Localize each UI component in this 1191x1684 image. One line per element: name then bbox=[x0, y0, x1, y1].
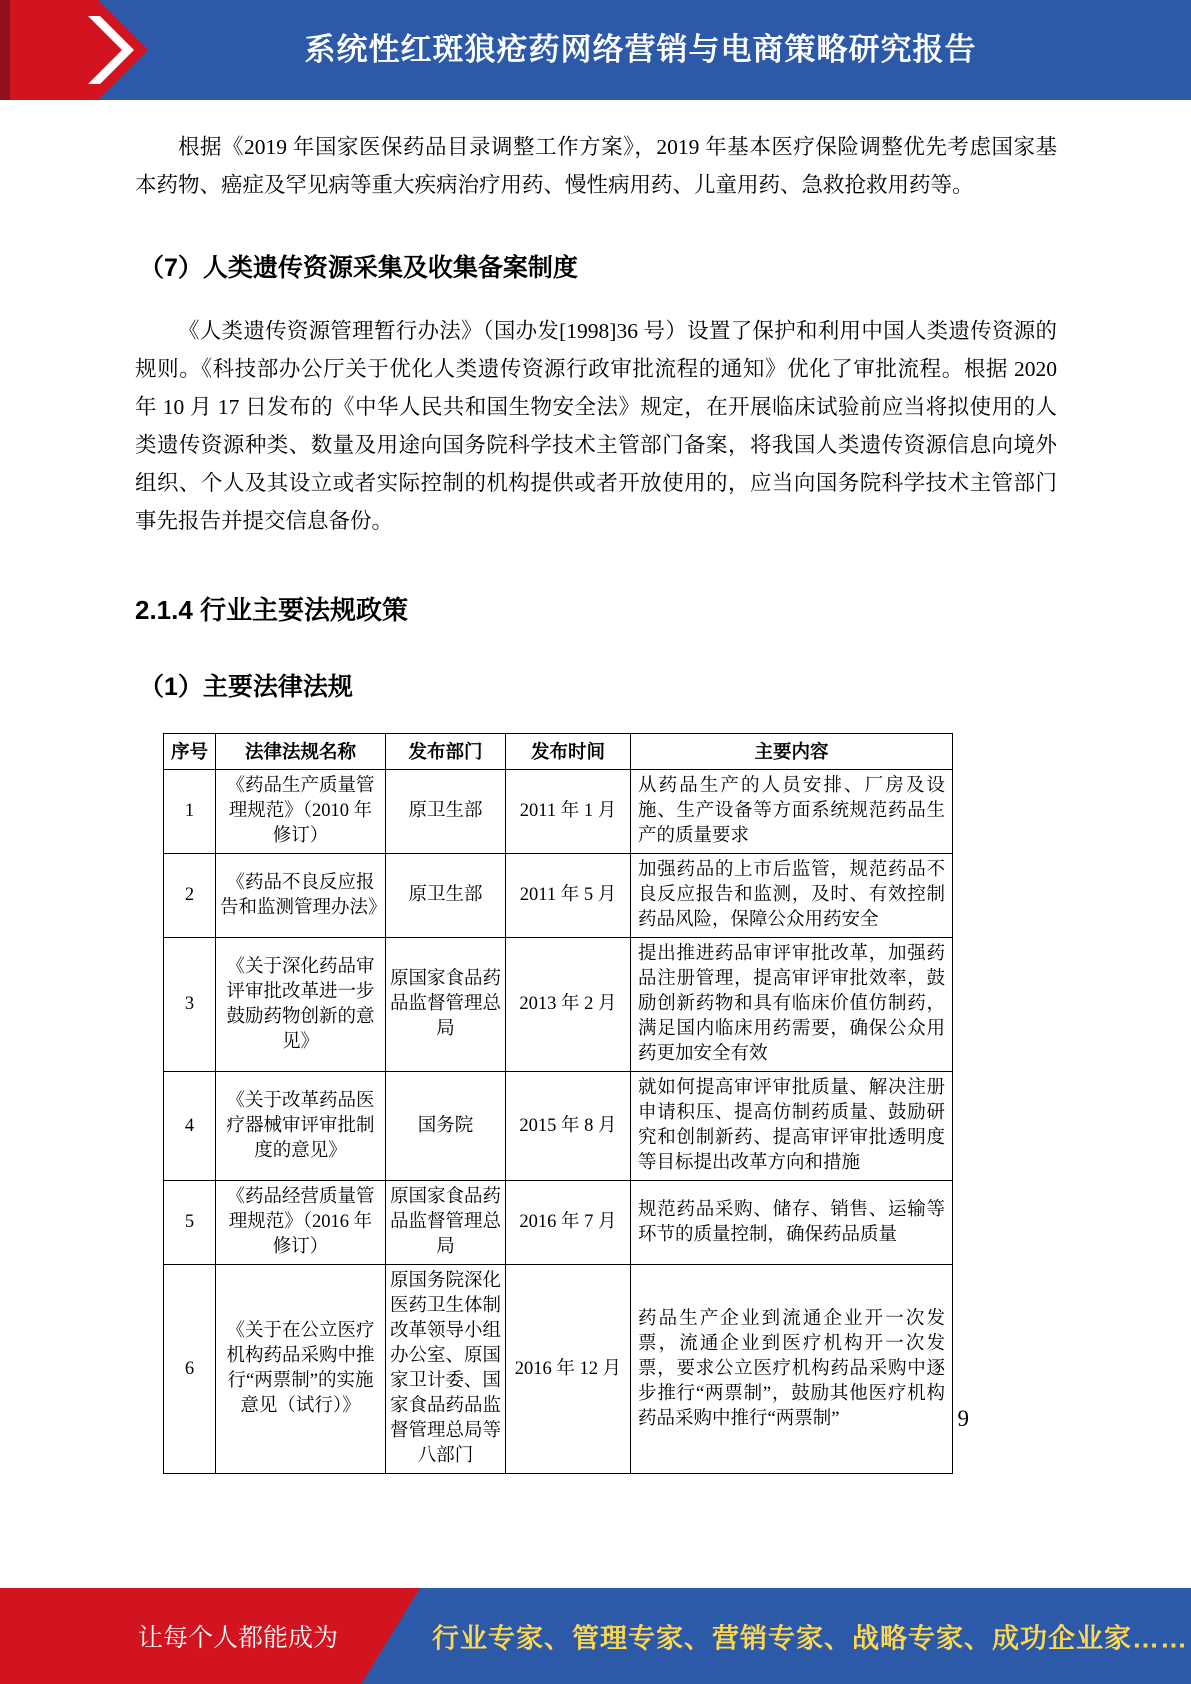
cell-content: 从药品生产的人员安排、厂房及设施、生产设备等方面系统规范药品生产的质量要求 bbox=[631, 770, 953, 854]
cell-date: 2016 年 7 月 bbox=[506, 1181, 631, 1265]
cell-no: 5 bbox=[164, 1181, 216, 1265]
cell-date: 2015 年 8 月 bbox=[506, 1072, 631, 1181]
cell-no: 4 bbox=[164, 1072, 216, 1181]
cell-dept: 原国家食品药品监督管理总局 bbox=[386, 1181, 506, 1265]
cell-content: 加强药品的上市后监管，规范药品不良反应报告和监测，及时、有效控制药品风险，保障公众用药安全 bbox=[631, 854, 953, 938]
cell-dept: 原国务院深化医药卫生体制改革领导小组办公室、原国家卫计委、国家食品药品监督管理总局等八部门 bbox=[386, 1265, 506, 1474]
table-row bbox=[164, 770, 953, 854]
page-number: 9 bbox=[957, 1406, 969, 1431]
regulations-table-body bbox=[164, 770, 953, 1474]
cell-dept: 国务院 bbox=[386, 1072, 506, 1181]
paragraph-medical-insurance: 根据《2019 年国家医保药品目录调整工作方案》，2019 年基本医疗保险调整优先考虑国家基本药物、癌症及罕见病等重大疾病治疗用药、慢性病用药、儿童用药、急救抢救用药等。 bbox=[135, 135, 1057, 197]
regulations-table-header bbox=[164, 734, 953, 770]
cell-no: 2 bbox=[164, 854, 216, 938]
table-row bbox=[164, 854, 953, 938]
cell-date: 2011 年 1 月 bbox=[506, 770, 631, 854]
table-row bbox=[164, 938, 953, 1072]
regulations-table bbox=[163, 733, 953, 1474]
cell-dept: 原卫生部 bbox=[386, 770, 506, 854]
cell-date: 2013 年 2 月 bbox=[506, 938, 631, 1072]
cell-name: 《关于在公立医疗机构药品采购中推行“两票制”的实施意见（试行）》 bbox=[216, 1265, 386, 1474]
cell-content: 就如何提高审评审批质量、解决注册申请积压、提高仿制药质量、鼓励研究和创制新药、提高审评审批透明度等目标提出改革方向和措施 bbox=[631, 1072, 953, 1181]
col-header-no: 序号 bbox=[164, 734, 216, 770]
table-row bbox=[164, 1265, 953, 1474]
heading-2-1-4-regulations: 2.1.4 行业主要法规政策 bbox=[135, 595, 409, 625]
cell-dept: 原国家食品药品监督管理总局 bbox=[386, 938, 506, 1072]
cell-date: 2016 年 12 月 bbox=[506, 1265, 631, 1474]
col-header-name: 法律法规名称 bbox=[216, 734, 386, 770]
cell-name: 《关于深化药品审评审批改革进一步鼓励药物创新的意见》 bbox=[216, 938, 386, 1072]
table-row bbox=[164, 1181, 953, 1265]
heading-genetic-resources: （7）人类遗传资源采集及收集备案制度 bbox=[139, 254, 578, 282]
paragraph-genetic-resources: 《人类遗传资源管理暂行办法》（国办发[1998]36 号）设置了保护和利用中国人类遗传资源的规则。《科技部办公厅关于优化人类遗传资源行政审批流程的通知》优化了审批流程。根据 2020 年 10 月 17 日发布的《中华人民共和国生物安全法》规定，在开展临床试验前应当将拟使用的人类遗传资源种类、数量及用途向国务院科学技术主管部门备案，将我国人类遗传资源信息向境外组织、个人及其设立或者实际控制的机构提供或者开放使用的，应当向国务院科学技术主管部门事先报告并提交信息备份。 bbox=[135, 319, 1057, 533]
cell-name: 《关于改革药品医疗器械审评审批制度的意见》 bbox=[216, 1072, 386, 1181]
document-body bbox=[135, 100, 1057, 1474]
footer-slogan-left: 让每个人都能成为 bbox=[138, 1624, 339, 1652]
heading-major-laws: （1）主要法律法规 bbox=[139, 673, 353, 701]
cell-no: 1 bbox=[164, 770, 216, 854]
footer-slogan-right: 行业专家、管理专家、营销专家、战略专家、成功企业家…… bbox=[432, 1623, 1188, 1654]
cell-content: 药品生产企业到流通企业开一次发票，流通企业到医疗机构开一次发票，要求公立医疗机构药品采购中逐步推行“两票制”，鼓励其他医疗机构药品采购中推行“两票制” bbox=[631, 1265, 953, 1474]
cell-name: 《药品生产质量管理规范》（2010 年修订） bbox=[216, 770, 386, 854]
col-header-date: 发布时间 bbox=[506, 734, 631, 770]
cell-content: 规范药品采购、储存、销售、运输等环节的质量控制，确保药品质量 bbox=[631, 1181, 953, 1265]
table-header-row bbox=[164, 734, 953, 770]
report-title: 系统性红斑狼疮药网络营销与电商策略研究报告 bbox=[304, 32, 977, 67]
col-header-content: 主要内容 bbox=[631, 734, 953, 770]
cell-content: 提出推进药品审评审批改革，加强药品注册管理，提高审评审批效率，鼓励创新药物和具有临床价值仿制药，满足国内临床用药需要，确保公众用药更加安全有效 bbox=[631, 938, 953, 1072]
page-footer bbox=[0, 1588, 1191, 1684]
cell-name: 《药品经营质量管理规范》（2016 年修订） bbox=[216, 1181, 386, 1265]
page-header-banner bbox=[0, 0, 1191, 100]
col-header-dept: 发布部门 bbox=[386, 734, 506, 770]
cell-no: 3 bbox=[164, 938, 216, 1072]
red-arrow-decoration-icon bbox=[0, 0, 150, 100]
cell-dept: 原卫生部 bbox=[386, 854, 506, 938]
cell-no: 6 bbox=[164, 1265, 216, 1474]
cell-date: 2011 年 5 月 bbox=[506, 854, 631, 938]
cell-name: 《药品不良反应报告和监测管理办法》 bbox=[216, 854, 386, 938]
table-row bbox=[164, 1072, 953, 1181]
